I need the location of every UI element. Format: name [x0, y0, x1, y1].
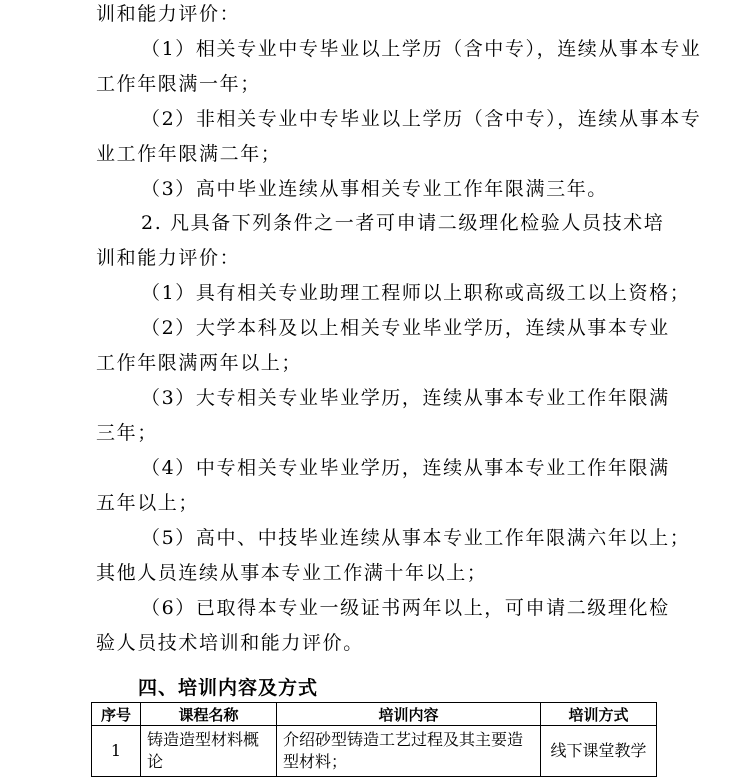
- text-line: 其他人员连续从事本专业工作满十年以上；: [96, 562, 488, 584]
- cell-method: 线下课堂教学: [541, 726, 657, 777]
- text-line: （3）大专相关专业毕业学历，连续从事本专业工作年限满: [141, 387, 670, 409]
- text-line: 2. 凡具备下列条件之一者可申请二级理化检验人员技术培: [141, 212, 665, 234]
- header-no: 序号: [92, 703, 141, 726]
- text-line: 业工作年限满二年；: [96, 143, 282, 165]
- text-line: （2）非相关专业中专毕业以上学历（含中专），连续从事本专: [141, 108, 702, 130]
- text-line: （3）高中毕业连续从事相关专业工作年限满三年。: [141, 178, 608, 200]
- text-line: 验人员技术培训和能力评价。: [96, 632, 364, 654]
- training-table: [91, 702, 657, 777]
- text-line: （2）大学本科及以上相关专业毕业学历，连续从事本专业: [141, 317, 670, 339]
- cell-course: 铸造造型材料概论: [141, 726, 277, 777]
- header-content: 培训内容: [277, 703, 541, 726]
- section-heading: 四、培训内容及方式: [138, 677, 319, 699]
- text-line: 工作年限满一年；: [96, 73, 261, 95]
- text-line: 五年以上；: [96, 492, 200, 514]
- text-line: 工作年限满两年以上；: [96, 352, 303, 374]
- table-header-row: [92, 703, 657, 726]
- header-method: 培训方式: [541, 703, 657, 726]
- text-line: （4）中专相关专业毕业学历，连续从事本专业工作年限满: [141, 457, 670, 479]
- table-row: [92, 726, 657, 777]
- text-line: 训和能力评价：: [96, 247, 241, 269]
- cell-no: 1: [92, 726, 141, 777]
- text-line: （5）高中、中技毕业连续从事本专业工作年限满六年以上；: [141, 527, 691, 549]
- header-course: 课程名称: [141, 703, 277, 726]
- text-line: （6）已取得本专业一级证书两年以上，可申请二级理化检: [141, 597, 670, 619]
- text-line: （1）具有相关专业助理工程师以上职称或高级工以上资格；: [141, 282, 691, 304]
- text-line: （1）相关专业中专毕业以上学历（含中专），连续从事本专业: [141, 38, 702, 60]
- text-line: 三年；: [96, 422, 158, 444]
- cell-content: 介绍砂型铸造工艺过程及其主要造型材料；: [277, 726, 541, 777]
- text-line: 训和能力评价：: [96, 3, 241, 25]
